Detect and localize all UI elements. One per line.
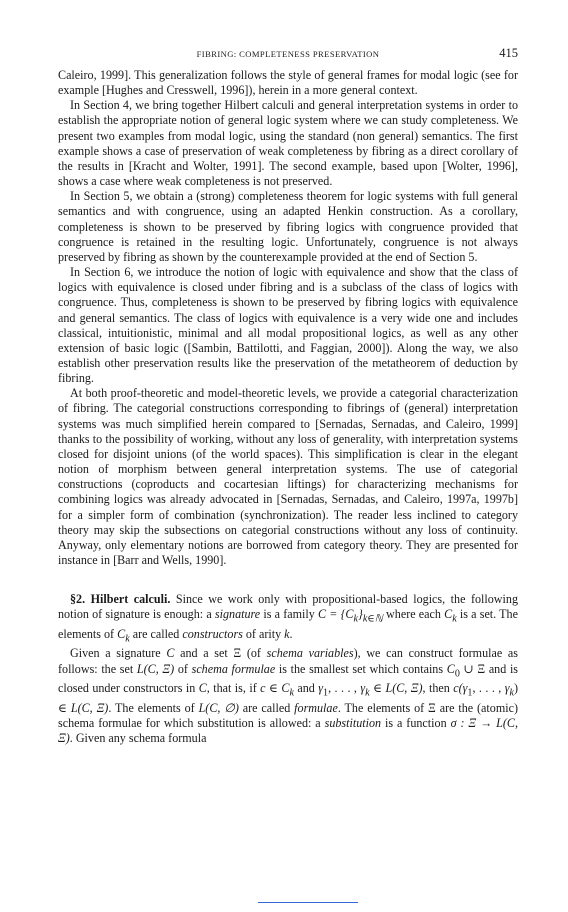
section-2-paragraph: §2. Hilbert calculi. Since we work only with propositional-based logics, the following notion of signature is enough: a signature is a family $C = \{C_k\}_{k\in ℕ}$ where each $C_k$ is a set. The elements of $C_k$ are called constructors of arity k.	[58, 592, 518, 645]
term-schema-variables: schema variables	[266, 646, 354, 661]
paragraph-categorial: At both proof-theoretic and model-theoretic levels, we provide a categorial characterization of fibring. The categorial constructions corresponding to fibrings of (general) interpretation systems was much simplified herein compared to [Sernadas, Sernadas, and Caleiro, 1999] thanks to the possibility of working, without any loss of generality, with interpretation systems closed for disjoint unions (of the world spaces). This simplification is clear in the elegant notion of morphism between general interpretation systems. The use of categorial constructions (coproducts and cocartesian liftings) for characterizing mechanisms for combining logics was already advocated in [Sernadas, Sernadas, and Caleiro, 1997a, 1997b] for a simpler form of combination (synchronization). The reader less inclined to category theory may skip the subsections on categorial constructions without any loss of continuity. Anyway, only elementary notions are borrowed from category theory. They are presented for instance in [Barr and Wells, 1990].	[58, 386, 518, 567]
term-constructors: constructors	[182, 626, 243, 641]
running-head	[58, 48, 518, 62]
section-heading: §2. Hilbert calculi.	[70, 592, 171, 607]
paragraph-section-5: In Section 5, we obtain a (strong) completeness theorem for logic systems with full general semantics and with congruence, using an adapted Henkin construction. As a corollary, completeness is shown to be preserved by fibring logics with congruence provided that congruence is retained in the resulting logic. Unfortunately, congruence is not always preserved by fibring as shown by the counterexample provided at the end of Section 5.	[58, 189, 518, 264]
page-number: 415	[499, 46, 518, 60]
term-formulae: formulae	[294, 700, 338, 715]
term-substitution: substitution	[324, 715, 382, 730]
paragraph-section-4: In Section 4, we bring together Hilbert calculi and general interpretation systems in order to establish the appropriate notion of general logic system where we can study completeness. We present two examples from modal logic, using the standard (non general) semantics. The first example shows a case of preservation of weak completeness by fibring as a direct corollary of the results in [Kracht and Wolter, 1991]. The second example, based upon [Wolter, 1996], shows a case where weak completeness is not preserved.	[58, 98, 518, 189]
paragraph-continuation: Caleiro, 1999]. This generalization follows the style of general frames for modal logic (see for example [Hughes and Cresswell, 1996]), herein in a more general context.	[58, 68, 518, 98]
paragraph-section-6: In Section 6, we introduce the notion of logic with equivalence and show that the class of logics with equivalence is closed under fibring and is a subclass of the class of logics with congruence. Thus, completeness is shown to be preserved by fibring logics with equivalence and general semantics. The class of logics with equivalence is a very wide one and includes classical, intuitionistic, minimal and all modal propositional logics, as well as any other extension of basic logic ([Sambin, Battilotti, and Faggian, 2000]). Along the way, we also establish other preservation results like the preservation of the metatheorem of deduction by fibring.	[58, 265, 518, 386]
term-signature: signature	[214, 607, 261, 622]
section-2-paragraph-2: Given a signature C and a set Ξ (of schema variables), we can construct formulae as follows: the set L(C, Ξ) of schema formulae is the smallest set which contains $C_0$ ∪ Ξ and is closed under constructors in C, that is, if c ∈ $C_k$ and $\gamma_1$, . . . , $\gamma_k$ ∈ L(C, Ξ), then $c(\gamma_1$, . . . , $\gamma_k$) ∈ L(C, Ξ). The elements of L(C, ∅) are called formulae. The elements of Ξ are the (atomic) schema formulae for which substitution is allowed: a substitution is a function σ : Ξ → L(C, Ξ). Given any schema formula	[58, 646, 519, 746]
body-text	[58, 68, 518, 746]
term-schema-formulae: schema formulae	[191, 661, 276, 676]
bottom-link-underline	[258, 902, 358, 903]
running-title: FIBRING: COMPLETENESS PRESERVATION	[196, 49, 380, 59]
